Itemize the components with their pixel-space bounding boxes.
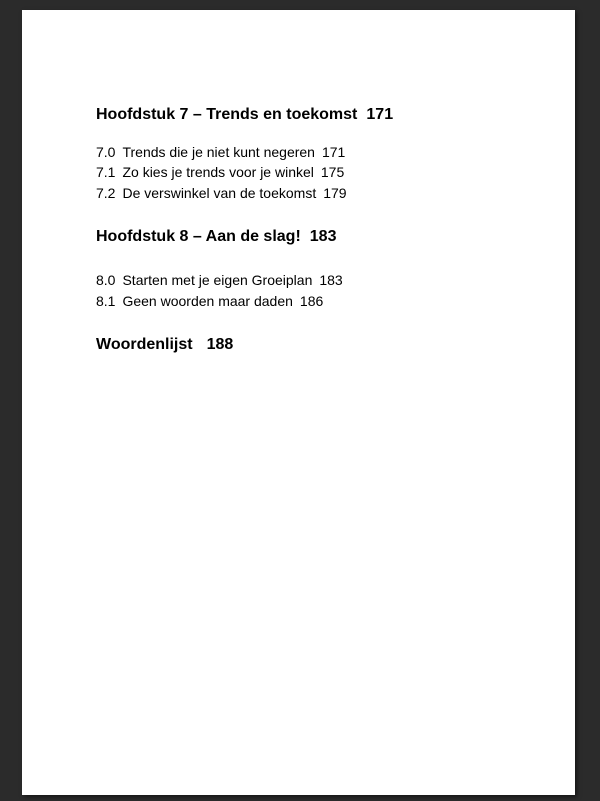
- entry-title: Geen woorden maar daden: [122, 293, 293, 309]
- chapter-title: Woordenlijst: [96, 336, 193, 353]
- entry-number: 7.1: [96, 164, 116, 180]
- entry-page-number: 171: [321, 144, 346, 160]
- entry-page-number: 186: [299, 293, 324, 309]
- entry-page-number: 175: [320, 164, 345, 180]
- chapter-title: Hoofdstuk 8 – Aan de slag!: [96, 228, 301, 245]
- chapter-page-number: 188: [206, 336, 234, 353]
- glossary-heading: [96, 335, 233, 355]
- entry-number: 8.1: [96, 293, 116, 309]
- entry-page-number: 179: [323, 185, 347, 201]
- entry-number: 7.2: [96, 185, 116, 201]
- entry-title: De verswinkel van de toekomst: [122, 185, 317, 201]
- entry-title: Starten met je eigen Groeiplan: [122, 272, 313, 288]
- chapter-heading-7: [96, 105, 393, 125]
- toc-entry-7-0: [96, 142, 345, 162]
- toc-entry-8-1: [96, 291, 323, 311]
- document-page: [22, 10, 575, 795]
- entry-page-number: 183: [319, 272, 343, 288]
- toc-entry-7-2: [96, 183, 347, 203]
- entry-number: 7.0: [96, 144, 116, 160]
- chapter-heading-8: [96, 227, 336, 247]
- entry-title: Trends die je niet kunt negeren: [122, 144, 315, 160]
- entry-number: 8.0: [96, 272, 116, 288]
- chapter-page-number: 183: [309, 228, 337, 245]
- toc-entry-8-0: [96, 270, 343, 290]
- chapter-title: Hoofdstuk 7 – Trends en toekomst: [96, 106, 358, 123]
- toc-entry-7-1: [96, 162, 344, 182]
- chapter-page-number: 171: [366, 106, 394, 123]
- entry-title: Zo kies je trends voor je winkel: [122, 164, 314, 180]
